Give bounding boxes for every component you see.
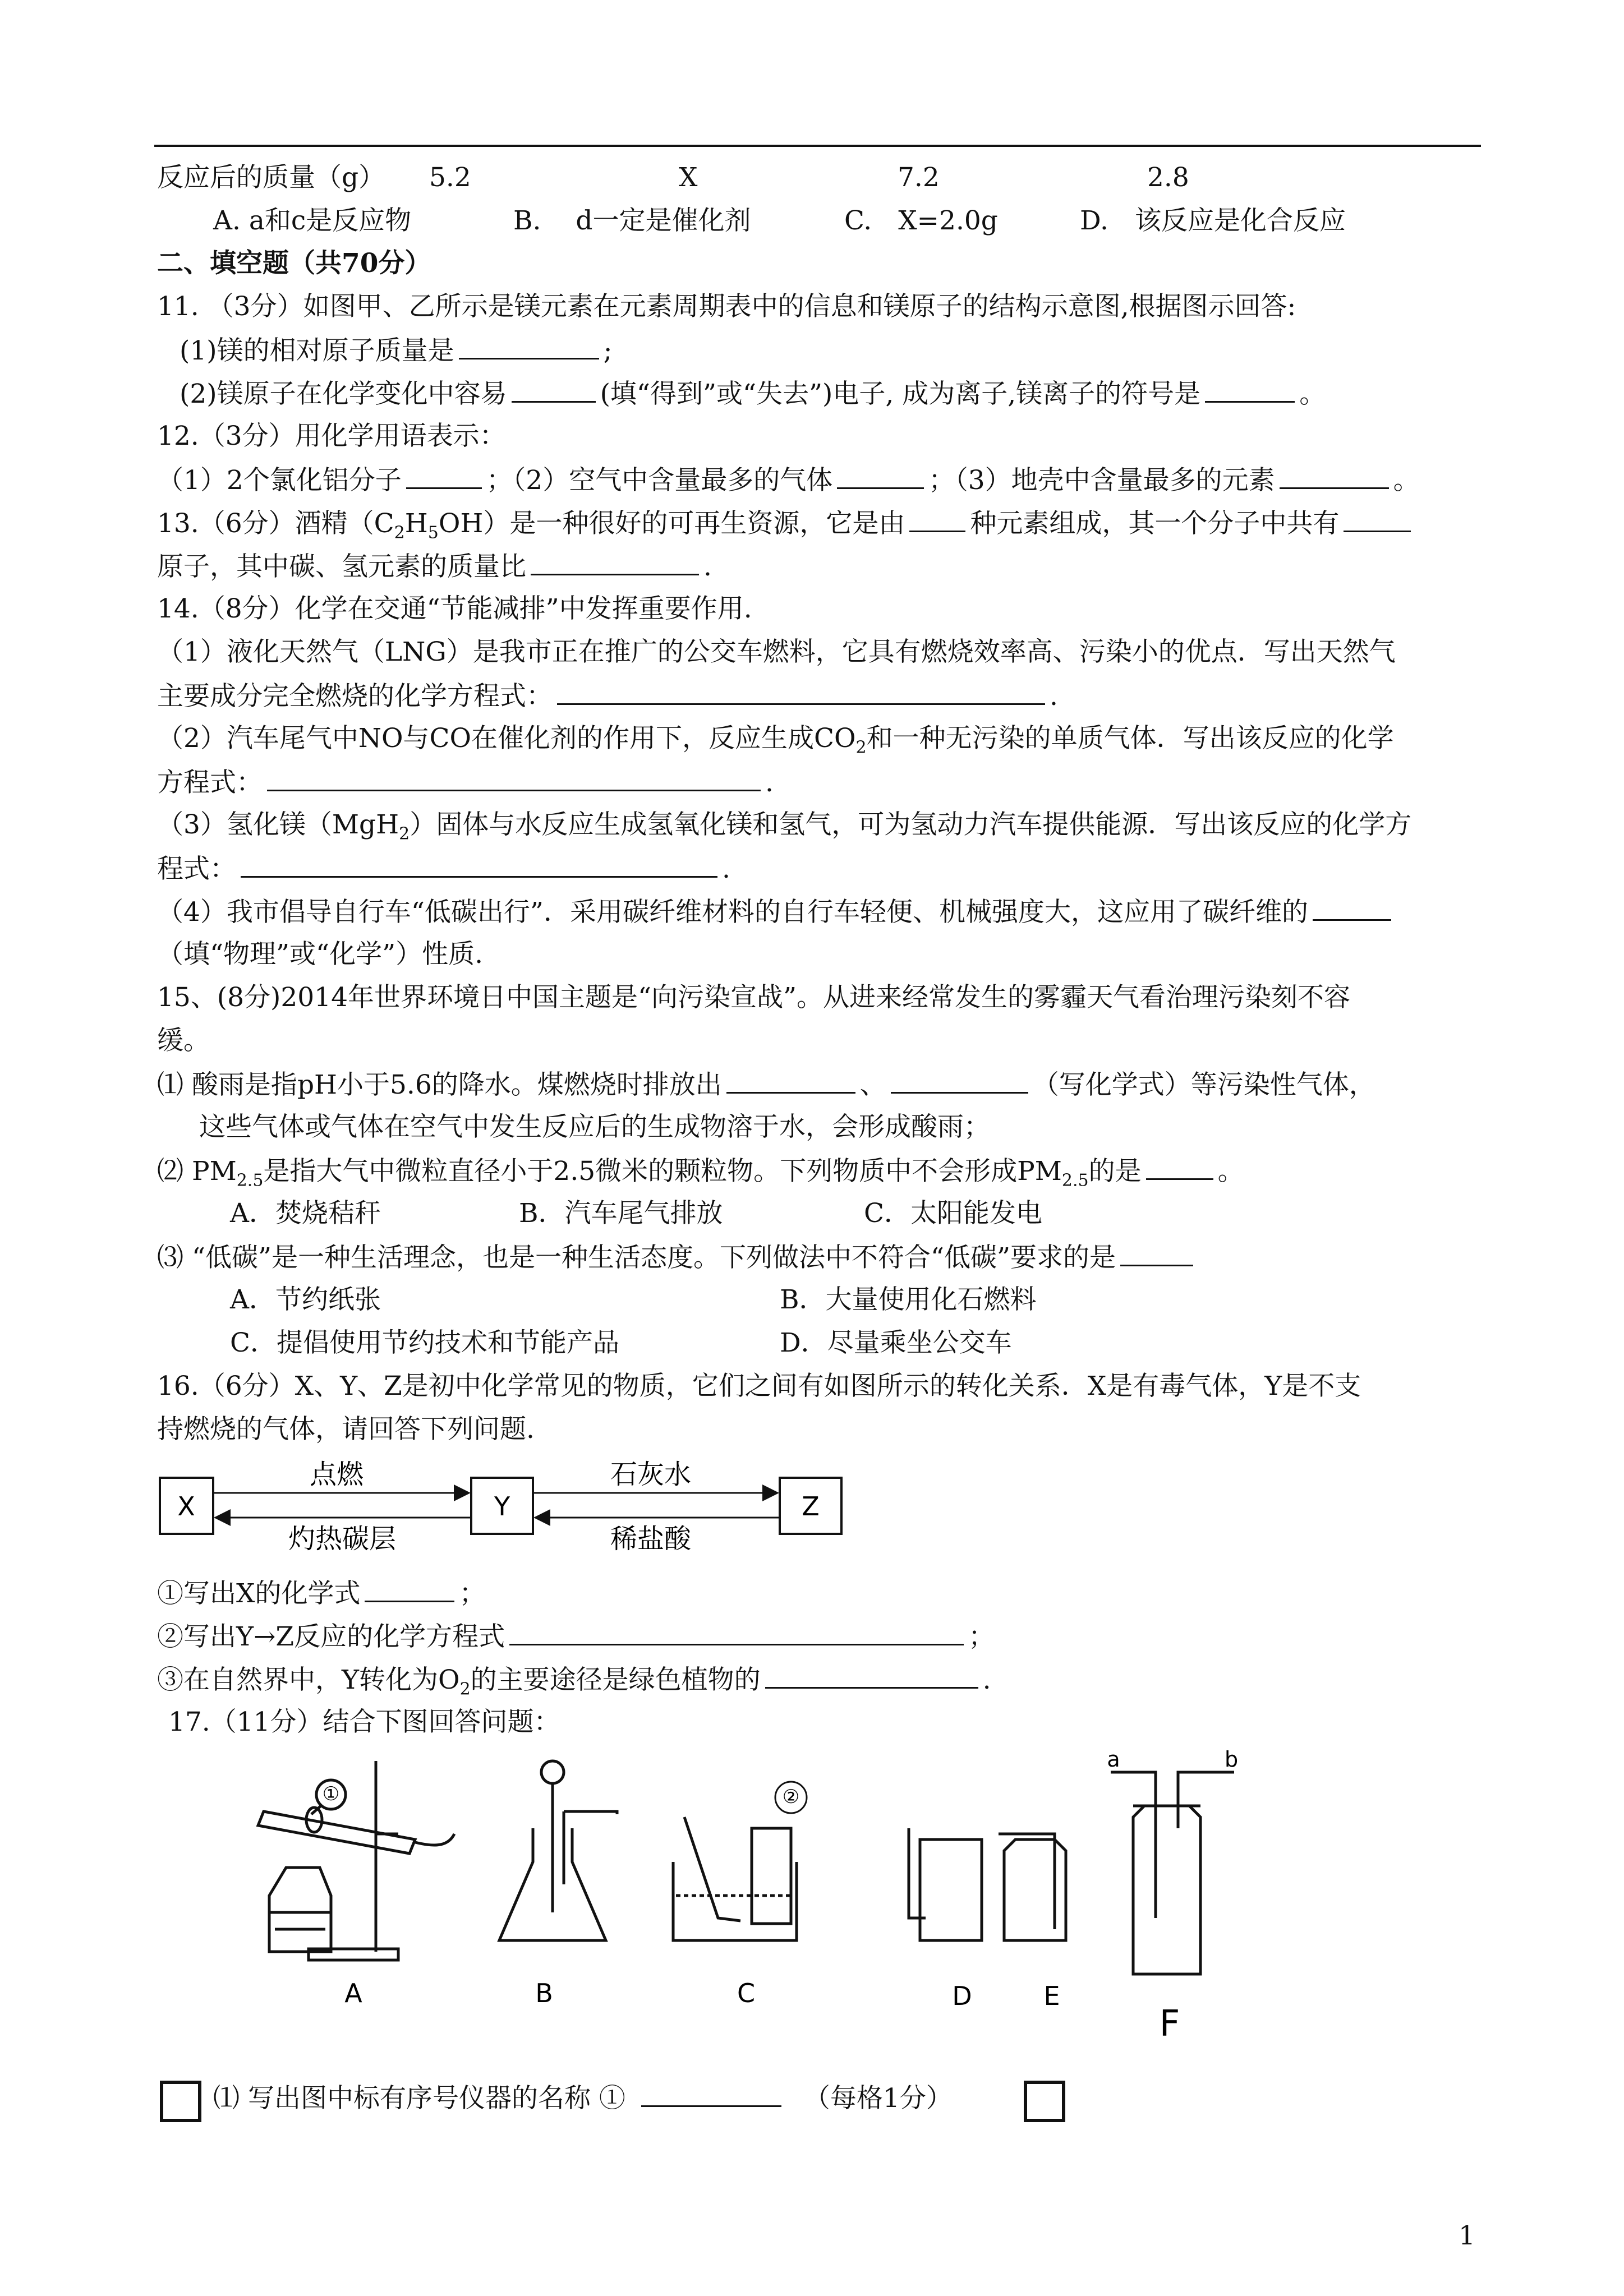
table-cell-c: 7.2 (898, 162, 940, 193)
q10-option-d: D. 该反应是化合反应 (1080, 205, 1346, 236)
q10-option-c: C. X=2.0g (844, 205, 998, 236)
q17-part1-text: ⑴ 写出图中标有序号仪器的名称 ① (213, 2083, 625, 2114)
q15-part2-text-a: ⑵ PM (157, 1156, 237, 1187)
q12-parts (157, 462, 1420, 499)
q13-blank-1[interactable] (909, 505, 965, 532)
q16-part3-sub: 2 (459, 1679, 471, 1699)
q12-part-c: ；（3）地壳中含量最多的元素 (928, 465, 1275, 496)
apparatus-c (673, 1817, 797, 1940)
q15-part2-line1 (157, 1152, 1244, 1198)
q12-blank-3[interactable] (1280, 462, 1389, 489)
q13-sub-2: 5 (427, 523, 439, 543)
apparatus-d (909, 1828, 982, 1940)
q14-part3-text-a: （3）氢化镁（MgH (157, 809, 399, 840)
label-hot-carbon: 灼热碳层 (288, 1523, 397, 1555)
node-z-label: Z (802, 1491, 820, 1522)
q11-part1-end: ; (603, 335, 613, 366)
label-b: B (535, 1978, 553, 2008)
q15-part2-text-c: 的是 (1088, 1156, 1142, 1187)
q14-part2-text-a: （2）汽车尾气中NO与CO在催化剂的作用下，反应生成CO (157, 723, 856, 754)
q16-part2-end: ； (968, 1621, 995, 1652)
q13-text-a3: OH）是一种很好的可再生资源，它是由 (438, 508, 905, 539)
q15-part2-option-a: A．焚烧秸秆 (230, 1198, 381, 1229)
q16-part3 (157, 1661, 991, 1707)
q13-end: . (703, 551, 712, 582)
table-cell-b: X (679, 162, 698, 193)
port-b-label: b (1224, 1750, 1239, 1772)
q16-part3-text-b: 的主要途径是绿色植物的 (470, 1665, 761, 1695)
q15-blank-4[interactable] (1120, 1239, 1193, 1266)
q14-part2-text-a2: 和一种无污染的单质气体．写出该反应的化学 (866, 723, 1394, 754)
label-e: E (1043, 1981, 1060, 2011)
q12-blank-2[interactable] (837, 462, 924, 489)
label-dilute-hcl: 稀盐酸 (610, 1523, 692, 1555)
q13-blank-3[interactable] (531, 548, 699, 575)
label-d: D (952, 1981, 972, 2011)
q14-dot-1: . (1050, 681, 1058, 712)
label-ignite: 点燃 (309, 1459, 364, 1490)
marker-2: ② (782, 1786, 800, 1808)
q16-part3-end: . (982, 1665, 991, 1695)
q14-part3-sub: 2 (399, 824, 410, 844)
q13-text-a2: H (404, 508, 428, 539)
q11-part2 (180, 375, 1326, 412)
q11-blank-2[interactable] (512, 375, 596, 403)
q12-part-b: ；（2）空气中含量最多的气体 (486, 465, 833, 496)
q14-blank-2[interactable] (267, 764, 761, 791)
q14-part2-line2 (157, 764, 774, 801)
q15-stem-1: 15、(8分)2014年世界环境日中国主题是“向污染宣战”。从进来经常发生的雾霾天气看治理污染刻不容 (157, 982, 1351, 1013)
q15-part1-line1 (157, 1066, 1375, 1103)
apparatus-f (1111, 1772, 1234, 1974)
q15-stem-2: 缓。 (157, 1025, 210, 1056)
q15-blank-3[interactable] (1146, 1152, 1213, 1180)
q16-part2 (157, 1618, 995, 1655)
q14-part4-line1 (157, 893, 1396, 930)
q14-blank-1[interactable] (557, 677, 1045, 705)
q16-stem-2: 持燃烧的气体，请回答下列问题. (157, 1414, 535, 1445)
q14-part3-text-a2: ）固体与水反应生成氢氧化镁和氢气，可为氢动力汽车提供能源．写出该反应的化学方 (410, 809, 1412, 840)
top-rule (154, 145, 1481, 147)
q12-part-a: （1）2个氯化铝分子 (157, 465, 402, 496)
q14-blank-3[interactable] (241, 850, 717, 878)
q14-blank-4[interactable] (1313, 893, 1391, 921)
q16-blank-2[interactable] (509, 1618, 964, 1645)
q14-part2-text-b: 方程式： (157, 767, 263, 798)
node-x-label: X (177, 1491, 195, 1522)
q13-text-b: 种元素组成，其一个分子中共有 (970, 508, 1340, 539)
q11-part1 (180, 332, 612, 369)
q15-part3-option-b: B．大量使用化石燃料 (780, 1284, 1037, 1315)
q11-stem: 11. （3分）如图甲、乙所示是镁元素在元素周期表中的信息和镁原子的结构示意图,根据图示回答: (157, 291, 1296, 322)
q16-stem-1: 16.（6分）X、Y、Z是初中化学常见的物质，它们之间有如图所示的转化关系．X是有毒气体，Y是不支 (157, 1371, 1361, 1401)
q15-part3-option-a: A．节约纸张 (230, 1284, 381, 1315)
q15-part3-line1 (157, 1239, 1198, 1276)
q16-blank-1[interactable] (365, 1575, 454, 1602)
q12-blank-1[interactable] (406, 462, 482, 489)
q14-dot-3: . (722, 854, 730, 884)
q13-blank-2[interactable] (1344, 505, 1411, 532)
port-a-label: a (1107, 1750, 1120, 1772)
node-y-label: Y (494, 1491, 510, 1522)
q11-blank-1[interactable] (459, 332, 599, 359)
q16-part1-text: ①写出X的化学式 (157, 1578, 361, 1609)
q17-part1-note: （每格1分） (803, 2083, 953, 2114)
q11-blank-3[interactable] (1205, 375, 1295, 403)
q16-part3-text-a: ③在自然界中，Y转化为O (157, 1665, 460, 1695)
q14-part3-line2 (157, 850, 730, 887)
q14-part3-line1 (157, 807, 1411, 852)
lab-apparatus-figure (236, 1750, 1329, 2064)
table-row-label: 反应后的质量（g） (157, 162, 385, 193)
page-number: 1 (1459, 2220, 1475, 2251)
q14-dot-2: . (765, 767, 774, 798)
q17-stem: 17.（11分）结合下图回答问题： (168, 1707, 560, 1737)
table-cell-a: 5.2 (429, 162, 471, 193)
q15-part2-option-c: C．太阳能发电 (864, 1198, 1042, 1229)
left-checkbox[interactable] (160, 2081, 201, 2122)
q12-end: 。 (1393, 465, 1420, 496)
apparatus-b (499, 1761, 617, 1940)
q11-part2-text-a: (2)镁原子在化学变化中容易 (180, 379, 507, 409)
right-checkbox[interactable] (1024, 2081, 1065, 2122)
table-cell-d: 2.8 (1147, 162, 1189, 193)
label-limewater: 石灰水 (610, 1459, 692, 1490)
label-c: C (737, 1978, 756, 2008)
q14-part2-line1 (157, 721, 1394, 766)
q14-part2-sub: 2 (855, 737, 867, 758)
xyz-conversion-diagram (157, 1453, 864, 1565)
q13-text-a: 13.（6分）酒精（C (157, 508, 394, 539)
q13-text-c: 原子，其中碳、氢元素的质量比 (157, 551, 526, 582)
q16-blank-3[interactable] (765, 1661, 978, 1689)
q12-stem: 12.（3分）用化学用语表示： (157, 421, 506, 451)
q15-part1-line2: 这些气体或气体在空气中发生反应后的生成物溶于水，会形成酸雨； (199, 1112, 990, 1142)
q13-sub-1: 2 (394, 523, 405, 543)
q13-line-1 (157, 505, 1415, 551)
q16-part2-text: ②写出Y→Z反应的化学方程式 (157, 1621, 505, 1652)
apparatus-a (258, 1761, 454, 1960)
q11-part2-end: 。 (1299, 379, 1326, 409)
q14-part3-text-b: 程式： (157, 854, 236, 884)
q15-part1-text-b: 、 (859, 1069, 886, 1100)
q17-part1 (213, 2080, 953, 2117)
q15-part2-sub-b: 2.5 (1061, 1170, 1089, 1191)
marker-1: ① (322, 1783, 340, 1805)
section-title: 二、填空题（共70分） (157, 248, 431, 279)
q14-part1-line2 (157, 677, 1058, 714)
q14-part4-line2: （填“物理”或“化学”）性质. (157, 939, 484, 970)
q11-part2-text-b: (填“得到”或“失去”)电子, 成为离子,镁离子的符号是 (600, 379, 1201, 409)
apparatus-e (999, 1834, 1066, 1940)
q15-part1-text-a: ⑴ 酸雨是指pH小于5.6的降水。煤燃烧时排放出 (157, 1069, 722, 1100)
q16-part1-end: ； (459, 1578, 486, 1609)
q16-part1 (157, 1575, 485, 1612)
label-a: A (344, 1978, 362, 2008)
q14-part4-text-a: （4）我市倡导自行车“低碳出行”．采用碳纤维材料的自行车轻便、机械强度大，这应用了碳纤维的 (157, 897, 1308, 928)
q10-option-a: A. a和c是反应物 (213, 205, 412, 236)
q14-part1-line1: （1）液化天然气（LNG）是我市正在推广的公交车燃料，它具有燃烧效率高、污染小的优点．写出天然气 (157, 637, 1396, 667)
q14-stem: 14.（8分）化学在交通“节能减排”中发挥重要作用. (157, 593, 752, 624)
q15-part2-option-b: B．汽车尾气排放 (519, 1198, 723, 1229)
q15-part1-text-c: （写化学式）等污染性气体， (1032, 1069, 1375, 1100)
q13-line-2 (157, 548, 712, 585)
q17-blank-1[interactable] (641, 2080, 781, 2107)
q15-part2-text-b: 是指大气中微粒直径小于2.5微米的颗粒物。下列物质中不会形成PM (263, 1156, 1062, 1187)
q15-part2-end: 。 (1217, 1156, 1244, 1187)
q10-option-b: B. d一定是催化剂 (513, 205, 751, 236)
q15-blank-1[interactable] (726, 1066, 855, 1094)
q15-part3-option-c: C．提倡使用节约技术和节能产品 (230, 1327, 619, 1358)
q15-blank-2[interactable] (891, 1066, 1028, 1094)
q14-part1-text: 主要成分完全燃烧的化学方程式： (157, 681, 553, 712)
q15-part3-option-d: D．尽量乘坐公交车 (780, 1327, 1012, 1358)
q15-part2-sub-a: 2.5 (236, 1170, 264, 1191)
q11-part1-text: (1)镁的相对原子质量是 (180, 335, 454, 366)
q15-part3-text: ⑶ “低碳”是一种生活理念，也是一种生活态度。下列做法中不符合“低碳”要求的是 (157, 1242, 1116, 1273)
label-f: F (1159, 2003, 1180, 2045)
